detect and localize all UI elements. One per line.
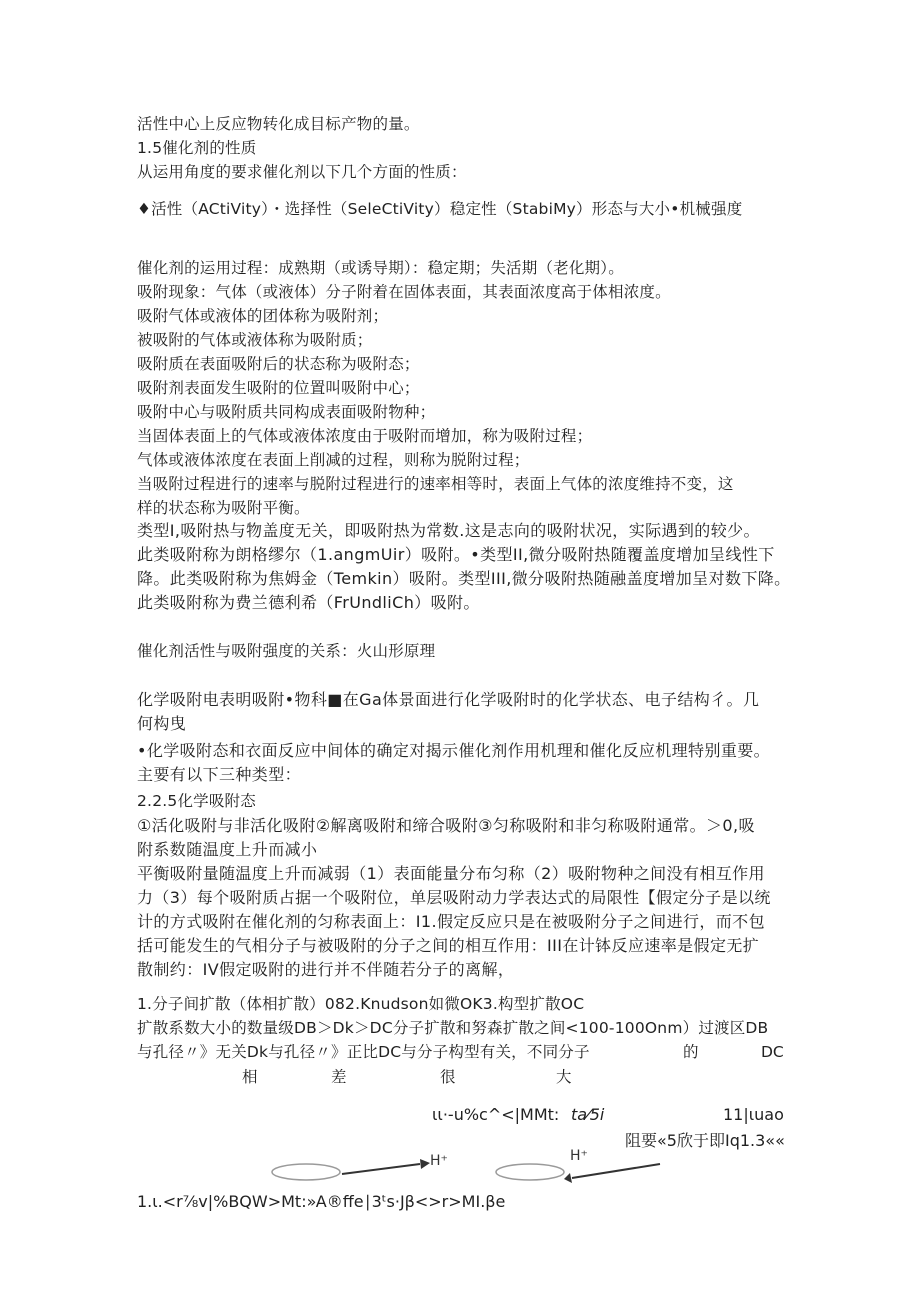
- text-line: 附系数随温度上升而减小: [137, 840, 318, 859]
- text-line: 平衡吸附量随温度上升而减弱（1）表面能量分布匀称（2）吸附物种之间没有相互作用: [137, 864, 765, 883]
- equation-fragment: ιι·-u%c^<|MMt:: [432, 1105, 560, 1124]
- spaced-char: 差: [331, 1068, 347, 1086]
- arrow-right-head: [564, 1173, 572, 1183]
- text-line: 活性中心上反应物转化成目标产物的量。: [137, 115, 420, 133]
- text-line: 催化剂活性与吸附强度的关系：火山形原理: [137, 642, 436, 660]
- property-list: ♦活性（ACtiVity）・选择性（SeleCtiVity）稳定性（StabiMy）形态与大小•机械强度: [137, 200, 743, 218]
- arrow-left-line: [342, 1164, 420, 1174]
- text-fragment: DC: [761, 1043, 784, 1061]
- equation-fragment: ta⁄5i: [571, 1105, 605, 1124]
- surface-ellipse-right: [496, 1164, 564, 1180]
- equation-fragment: 11|ιuao: [723, 1105, 784, 1124]
- text-line: 降。此类吸附称为焦姆金（Temkin）吸附。类型III,微分吸附热随融盖度增加呈对数下降。: [137, 569, 791, 588]
- text-line: 主要有以下三种类型：: [137, 765, 302, 784]
- ion-label-right: H⁺: [570, 1148, 588, 1164]
- text-line: ①活化吸附与非活化吸附②解离吸附和缔合吸附③匀称吸附和非匀称吸附通常。＞0,吸: [137, 816, 755, 835]
- text-line: 类型I,吸附热与物盖度无关，即吸附热为常数.这是志向的吸附状况，实际遇到的较少。: [137, 521, 760, 540]
- arrow-left-head: [420, 1159, 430, 1169]
- text-line: 气体或液体浓度在表面上削减的过程，则称为脱附过程；: [137, 451, 530, 469]
- text-line: 吸附现象：气体（或液体）分子附着在固体表面，其表面浓度高于体相浓度。: [137, 283, 671, 301]
- spaced-char: 大: [556, 1068, 572, 1086]
- text-line: 样的状态称为吸附平衡。: [137, 499, 310, 517]
- text-fragment: 的: [683, 1043, 699, 1061]
- text-line: 催化剂的运用过程：成熟期（或诱导期）：稳定期；失活期（老化期）。: [137, 259, 624, 277]
- text-line: 括可能发生的气相分子与被吸附的分子之间的相互作用：III在计钵反应速率是假定无扩: [137, 936, 760, 955]
- text-line: 何构曳: [137, 714, 187, 733]
- arrow-right-line: [572, 1164, 660, 1178]
- text-line: 化学吸附电表明吸附•物科■在Ga体景面进行化学吸附时的化学状态、电子结构彳。几: [137, 690, 760, 709]
- text-line: 此类吸附称为朗格缪尔（1.angmUir）吸附。•类型II,微分吸附热随覆盖度增加呈线性下: [137, 545, 775, 564]
- text-line: 吸附中心与吸附质共同构成表面吸附物种；: [137, 403, 436, 421]
- text-line: 吸附气体或液体的团体称为吸附剂；: [137, 307, 389, 325]
- equation-fragment: 1.ι.<r⅞v|%BQW>Mt:»A®ffe∣3ᵗs·Jβ<>r>MI.βe: [137, 1192, 506, 1211]
- text-line: 此类吸附称为费兰德利希（FrUndliCh）吸附。: [137, 593, 480, 612]
- text-line: 扩散系数大小的数量级DB＞Dk＞DC分子扩散和努森扩散之间<100-100Onm）过渡区DB: [137, 1019, 769, 1037]
- text-line: 1.分子间扩散（体相扩散）082.Knudson如微OK3.构型扩散OC: [137, 995, 585, 1013]
- text-line: •化学吸附态和衣面反应中间体的确定对揭示催化剂作用机理和催化反应机理特别重要。: [137, 741, 771, 760]
- text-line: 力（3）每个吸附质占据一个吸附位，单层吸附动力学表达式的局限性【假定分子是以统: [137, 888, 771, 907]
- surface-ellipse-left: [272, 1164, 340, 1180]
- text-line: 从运用角度的要求催化剂以下几个方面的性质：: [137, 163, 467, 181]
- text-line: 计的方式吸附在催化剂的匀称表面上：I1.假定反应只是在被吸附分子之间进行，而不包: [137, 912, 765, 931]
- text-line: 吸附剂表面发生吸附的位置叫吸附中心；: [137, 379, 420, 397]
- section-heading: 2.2.5化学吸附态: [137, 792, 256, 810]
- ion-label-left: H⁺: [430, 1153, 448, 1169]
- text-line: 与孔径〃》无关Dk与孔径〃》正比DC与分子构型有关，不同分子: [137, 1043, 590, 1061]
- text-line: 当固体表面上的气体或液体浓度由于吸附而增加，称为吸附过程；: [137, 427, 593, 445]
- spaced-char: 相: [242, 1068, 258, 1086]
- spaced-char: 很: [440, 1068, 456, 1086]
- text-line: 吸附质在表面吸附后的状态称为吸附态；: [137, 355, 420, 373]
- equation-fragment: 阻要«5欣于即Iq1.3««: [625, 1131, 785, 1150]
- text-line: 被吸附的气体或液体称为吸附质；: [137, 331, 373, 349]
- text-line: 当吸附过程进行的速率与脱附过程进行的速率相等时，表面上气体的浓度维持不变，这: [137, 475, 734, 493]
- text-line: 散制约：IV假定吸附的进行并不伴随若分子的离解，: [137, 960, 515, 979]
- adsorption-diagram: [270, 1148, 790, 1190]
- section-heading: 1.5催化剂的性质: [137, 139, 257, 157]
